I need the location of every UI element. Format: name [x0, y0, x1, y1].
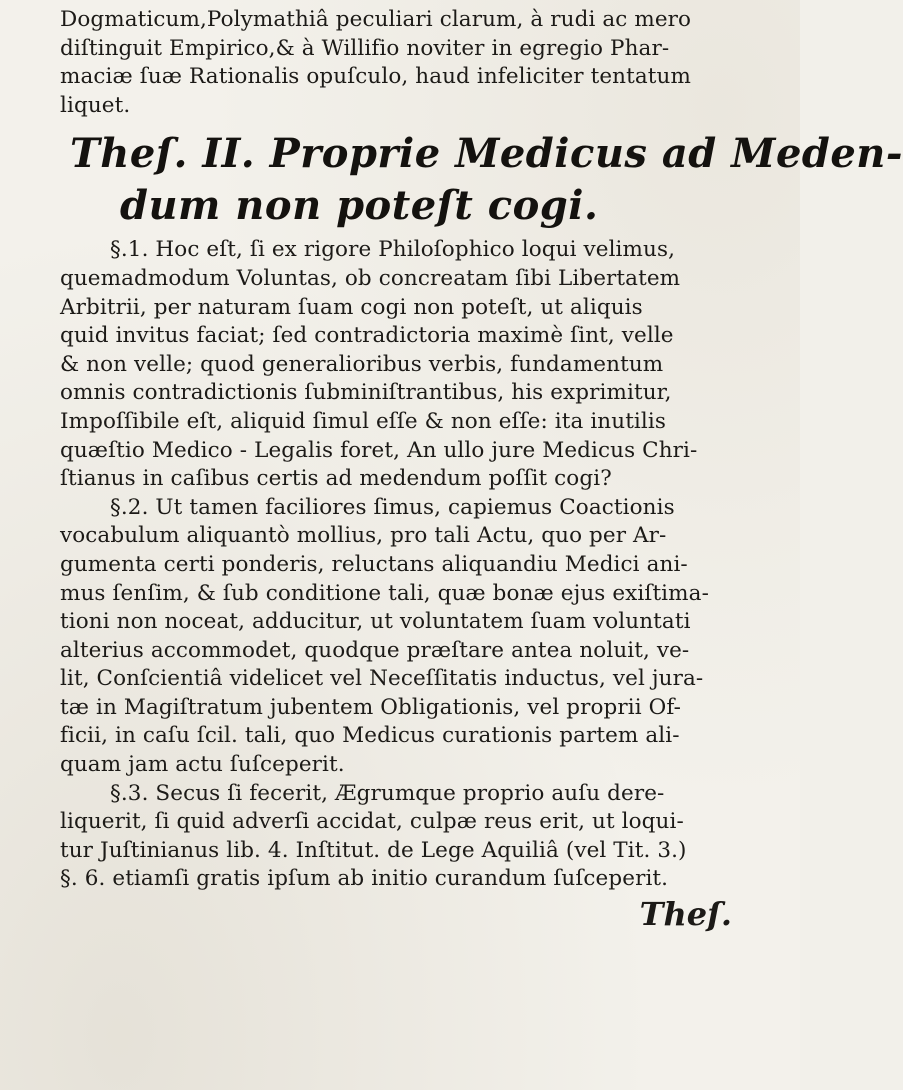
text-block [60, 6, 903, 934]
paragraph-2-line: vocabulum aliquantò mollius, pro tali Actu, quo per Ar- [60, 523, 667, 549]
paragraph-2-line-1: §.2. Ut tamen faciliores ſimus, capiemus Coactionis [110, 494, 675, 520]
paragraph-1-line: Arbitrii, per naturam ſuam cogi non poteſt, ut aliquis [60, 294, 643, 320]
text-line-2: diſtinguit Empirico,& à Willifio noviter in egregio Phar- [60, 35, 670, 61]
paragraph-1-line: quemadmodum Voluntas, ob concreatam ſibi Libertatem [60, 265, 681, 291]
paragraph-2-line: mus ſenſim, & ſub conditione tali, quæ bonæ ejus exiſtima- [60, 580, 709, 606]
paragraph-1-line: quæſtio Medico - Legalis foret, An ullo jure Medicus Chri- [60, 437, 698, 463]
paragraph-2-line: quam jam actu ſuſceperit. [60, 752, 345, 778]
paragraph-1-line: omnis contradictionis ſubminiſtrantibus, his exprimitur, [60, 380, 672, 406]
thesis-heading-line-1: Theſ. II. Proprie Medicus ad Meden- [70, 130, 903, 178]
paragraph-2-line: gumenta certi ponderis, reluctans aliquandiu Medici ani- [60, 551, 688, 577]
text-line-4: liquet. [60, 92, 131, 118]
paragraph-3-line: tur Juſtinianus lib. 4. Inſtitut. de Lege Aquiliâ (vel Tit. 3.) [60, 837, 687, 863]
paragraph-3-line: liquerit, ſi quid adverſi accidat, culpæ reus erit, ut loqui- [60, 809, 684, 835]
paragraph-2-line: lit, Conſcientiâ videlicet vel Neceſſitatis inductus, vel jura- [60, 666, 704, 692]
paragraph-1-line: quid invitus faciat; ſed contradictoria maximè ſint, velle [60, 323, 674, 349]
paragraph-2-line: tæ in Magiſtratum jubentem Obligationis, vel proprii Of- [60, 694, 682, 720]
text-line-1: Dogmaticum,Polymathiâ peculiari clarum, à rudi ac mero [60, 7, 692, 32]
catchword: Theſ. [639, 895, 732, 934]
paragraph-3-line-1: §.3. Secus ſi fecerit, Ægrumque proprio auſu dere- [110, 780, 665, 806]
paragraph-1-line-1: §.1. Hoc eſt, ſi ex rigore Philoſophico loqui velimus, [110, 237, 676, 263]
thesis-heading-line-2: dum non poteſt cogi. [120, 182, 599, 230]
paragraph-1-line: ſtianus in caſibus certis ad medendum poſſit cogi? [60, 466, 612, 492]
paragraph-2-line: tioni non noceat, adducitur, ut voluntatem ſuam voluntati [60, 609, 691, 635]
paragraph-1-line: & non velle; quod generalioribus verbis, fundamentum [60, 351, 664, 377]
paragraph-2-line: alterius accommodet, quodque præſtare antea noluit, ve- [60, 637, 690, 663]
paragraph-2-line: ficii, in caſu ſcil. tali, quo Medicus curationis partem ali- [60, 723, 680, 749]
text-line-3: maciæ ſuæ Rationalis opuſculo, haud infeliciter tentatum [60, 64, 691, 90]
paragraph-1-line: Impoſſibile eſt, aliquid ſimul eſſe & non eſſe: ita inutilis [60, 408, 666, 434]
catchword-row [60, 894, 790, 934]
paragraph-3-line: §. 6. etiamſi gratis ipſum ab initio curandum ſuſceperit. [60, 866, 669, 892]
